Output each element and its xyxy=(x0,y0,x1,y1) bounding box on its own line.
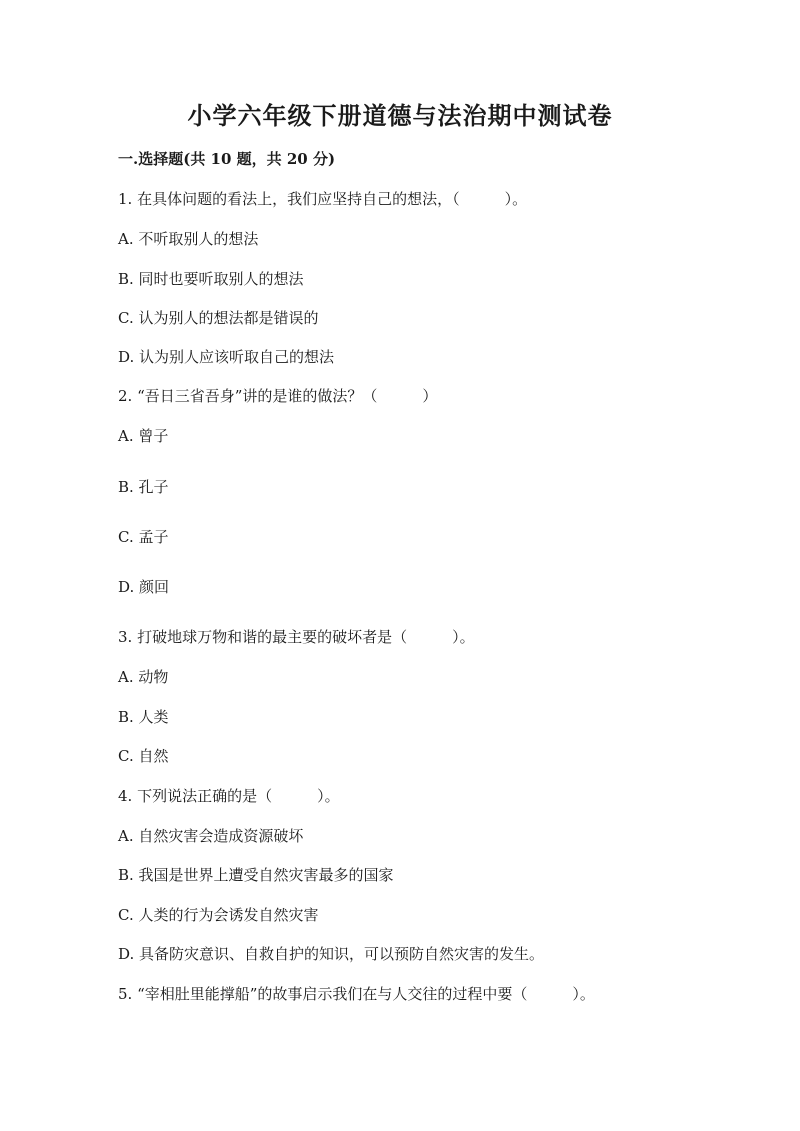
question-2-stem: 2. “吾日三省吾身”讲的是谁的做法？（ ） xyxy=(118,387,438,405)
question-3-option-c: C. 自然 xyxy=(118,747,169,765)
question-2-option-d: D. 颜回 xyxy=(118,578,170,596)
question-1-option-d: D. 认为别人应该听取自己的想法 xyxy=(118,348,335,366)
question-2-option-b: B. 孔子 xyxy=(118,478,169,496)
question-1-stem: 1. 在具体问题的看法上，我们应坚持自己的想法，（ ）。 xyxy=(118,190,528,208)
question-1-option-a: A. 不听取别人的想法 xyxy=(118,230,259,248)
document-title: 小学六年级下册道德与法治期中测试卷 xyxy=(187,101,613,130)
question-3-option-b: B. 人类 xyxy=(118,708,169,726)
question-4-option-d: D. 具备防灾意识、自救自护的知识，可以预防自然灾害的发生。 xyxy=(118,945,545,963)
question-2-option-a: A. 曾子 xyxy=(118,427,169,445)
question-1-option-c: C. 认为别人的想法都是错误的 xyxy=(118,309,319,327)
question-4-option-c: C. 人类的行为会诱发自然灾害 xyxy=(118,906,319,924)
question-2-option-c: C. 孟子 xyxy=(118,528,169,546)
question-3-option-a: A. 动物 xyxy=(118,668,169,686)
question-4-stem: 4. 下列说法正确的是（ ）。 xyxy=(118,787,340,805)
question-4-option-b: B. 我国是世界上遭受自然灾害最多的国家 xyxy=(118,866,394,884)
question-1-option-b: B. 同时也要听取别人的想法 xyxy=(118,270,304,288)
question-4-option-a: A. 自然灾害会造成资源破坏 xyxy=(118,827,304,845)
section-heading: 一.选择题(共 10 题，共 20 分) xyxy=(118,150,336,168)
question-5-stem: 5. “宰相肚里能撑船”的故事启示我们在与人交往的过程中要（ ）。 xyxy=(118,985,595,1003)
question-3-stem: 3. 打破地球万物和谐的最主要的破坏者是（ ）。 xyxy=(118,628,475,646)
